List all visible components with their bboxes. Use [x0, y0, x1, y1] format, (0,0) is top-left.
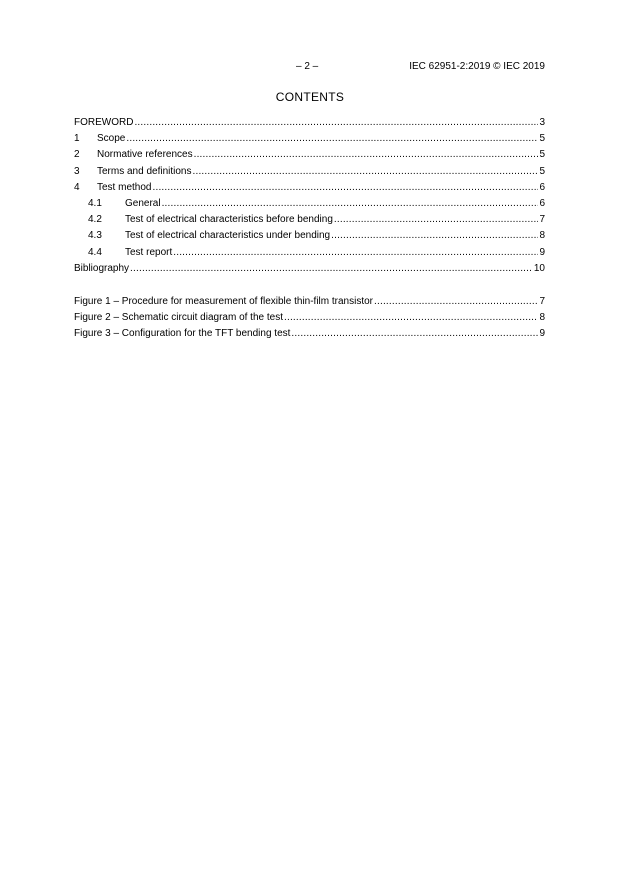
- toc-entry-page: 3: [539, 117, 545, 128]
- toc-entry-page: 5: [539, 165, 545, 177]
- toc-entry-title: General: [125, 197, 161, 209]
- figure-entry-page: 7: [539, 296, 545, 307]
- dot-leader: [284, 310, 538, 326]
- dot-leader: [134, 115, 538, 131]
- toc-entry-title: Test of electrical characteristics under bending: [125, 230, 331, 242]
- toc-entry-title: Terms and definitions: [97, 165, 192, 177]
- toc-entry-page: 7: [539, 214, 545, 226]
- list-of-figures: [74, 294, 545, 343]
- toc-entry-number: 3: [74, 165, 80, 177]
- dot-leader: [173, 245, 538, 261]
- toc-entry-page: 6: [539, 181, 545, 193]
- toc-entry-general[interactable]: [74, 196, 545, 212]
- figure-entry-3[interactable]: [74, 326, 545, 342]
- dot-leader: [331, 228, 538, 244]
- figure-entry-title: Figure 2 – Schematic circuit diagram of the test: [74, 312, 283, 324]
- toc-entry-test-report[interactable]: [74, 245, 545, 261]
- toc-entry-title: Test method: [97, 181, 152, 193]
- toc-entry-title: Test of electrical characteristics before bending: [125, 214, 333, 226]
- dot-leader: [130, 261, 533, 277]
- toc-entry-title: Scope: [97, 133, 126, 145]
- figure-entry-page: 9: [539, 328, 545, 340]
- toc-entry-page: 8: [539, 230, 545, 242]
- toc-entry-number: 2: [74, 149, 80, 161]
- document-reference: IEC 62951-2:2019 © IEC 2019: [409, 61, 545, 72]
- page-header: [0, 61, 620, 73]
- toc-entry-bibliography[interactable]: [74, 261, 545, 277]
- toc-entry-page: 5: [539, 149, 545, 161]
- dot-leader: [152, 180, 538, 196]
- toc-entry-test-method[interactable]: [74, 180, 545, 196]
- figure-entry-page: 8: [539, 312, 545, 324]
- toc-entry-number: 4.3: [88, 230, 102, 242]
- figure-entry-title: Figure 1 – Procedure for measurement of flexible thin-film transistor: [74, 296, 374, 307]
- dot-leader: [194, 147, 539, 163]
- toc-entry-scope[interactable]: [74, 131, 545, 147]
- toc-entry-test-under-bending[interactable]: [74, 228, 545, 244]
- toc-entry-normative-references[interactable]: [74, 147, 545, 163]
- figure-entry-title: Figure 3 – Configuration for the TFT bending test: [74, 328, 291, 340]
- dot-leader: [334, 212, 539, 228]
- toc-entry-number: 4.1: [88, 197, 102, 209]
- toc-entry-page: 9: [539, 246, 545, 258]
- dot-leader: [126, 131, 538, 147]
- toc-entry-title: Normative references: [97, 149, 193, 161]
- dot-leader: [162, 196, 539, 212]
- toc-entry-terms-and-definitions[interactable]: [74, 164, 545, 180]
- dot-leader: [193, 164, 539, 180]
- toc-entry-number: 4: [74, 181, 80, 193]
- toc-entry-foreword[interactable]: [74, 115, 545, 131]
- page-number: – 2 –: [296, 61, 319, 72]
- table-of-contents: [74, 115, 545, 277]
- toc-entry-number: 4.4: [88, 246, 102, 258]
- toc-entry-page: 5: [539, 133, 545, 145]
- contents-title: CONTENTS: [275, 90, 345, 104]
- toc-entry-number: 4.2: [88, 214, 102, 226]
- toc-entry-title: Bibliography: [74, 262, 130, 274]
- toc-entry-title: Test report: [125, 246, 173, 258]
- toc-entry-test-before-bending[interactable]: [74, 212, 545, 228]
- toc-entry-number: 1: [74, 133, 80, 145]
- dot-leader: [374, 294, 538, 310]
- figure-entry-1[interactable]: [74, 294, 545, 310]
- figure-entry-2[interactable]: [74, 310, 545, 326]
- toc-entry-page: 10: [533, 262, 545, 274]
- toc-entry-title: FOREWORD: [74, 117, 134, 128]
- toc-entry-page: 6: [539, 197, 545, 209]
- dot-leader: [291, 326, 538, 342]
